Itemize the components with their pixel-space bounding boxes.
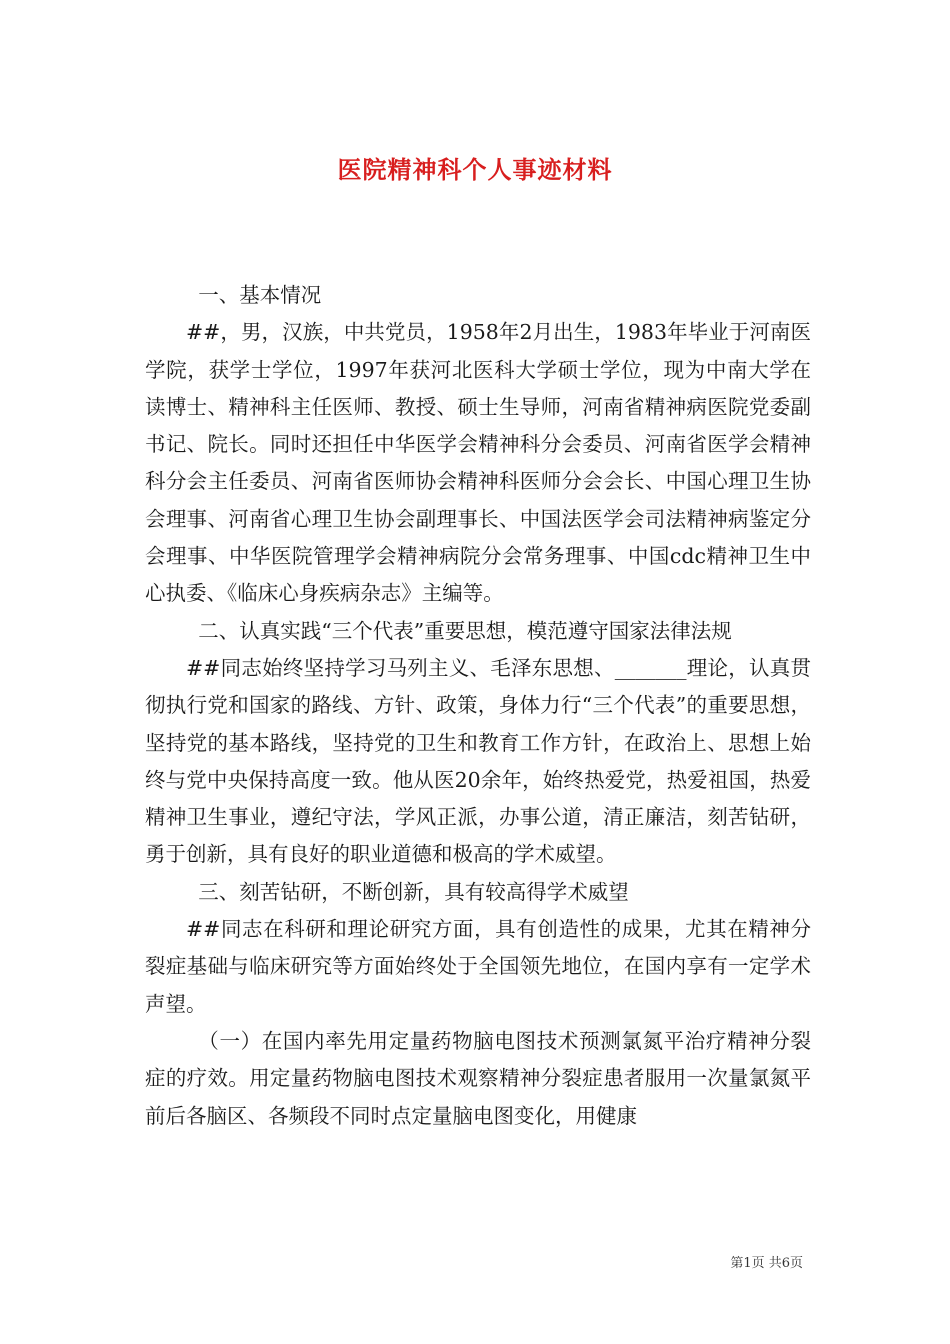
section-heading-1: 一、基本情况 [198, 283, 322, 307]
page-title: 医院精神科个人事迹材料 [337, 155, 613, 185]
paragraph-research-item-1: （一）在国内率先用定量药物脑电图技术预测氯氮平治疗精神分裂症的疗效。用定量药物脑电图技术观察精神分裂症患者服用一次量氯氮平前后各脑区、各频段不同时点定量脑电图变化，用健康 [145, 1028, 811, 1128]
paragraph-basic-info: ##，男，汉族，中共党员，1958年2月出生，1983年毕业于河南医学院，获学士学位，1997年获河北医科大学硕士学位，现为中南大学在读博士、精神科主任医师、教授、硕士生导师，河南省精神病医院党委副书记、院长。同时还担任中华医学会精神科分会委员、河南省医学会精神科分会主任委员、河南省医师协会精神科医师分会会长、中国心理卫生协会理事、河南省心理卫生协会副理事长、中国法医学会司法精神病鉴定分会理事、中华医院管理学会精神病院分会常务理事、中国cdc精神卫生中心执委、《临床心身疾病杂志》主编等。 [145, 320, 811, 606]
section-heading-2: 二、认真实践“三个代表”重要思想，模范遵守国家法律法规 [198, 618, 732, 643]
paragraph-political: ##同志始终坚持学习马列主义、毛泽东思想、_______理论，认真贯彻执行党和国家的路线、方针、政策，身体力行“三个代表”的重要思想，坚持党的基本路线，坚持党的卫生和教育工作方针，在政治上、思想上始终与党中央保持高度一致。他从医20余年，始终热爱党，热爱祖国，热爱精神卫生事业，遵纪守法，学风正派，办事公道，清正廉洁，刻苦钻研，勇于创新，具有良好的职业道德和极高的学术威望。 [145, 655, 811, 867]
section-heading-3: 三、刻苦钻研，不断创新，具有较高得学术威望 [198, 879, 629, 904]
document-body [145, 277, 811, 1135]
page-number: 第1页 共6页 [730, 1256, 803, 1271]
paragraph-research: ##同志在科研和理论研究方面，具有创造性的成果，尤其在精神分裂症基础与临床研究等方面始终处于全国领先地位，在国内享有一定学术声望。 [145, 917, 811, 1016]
